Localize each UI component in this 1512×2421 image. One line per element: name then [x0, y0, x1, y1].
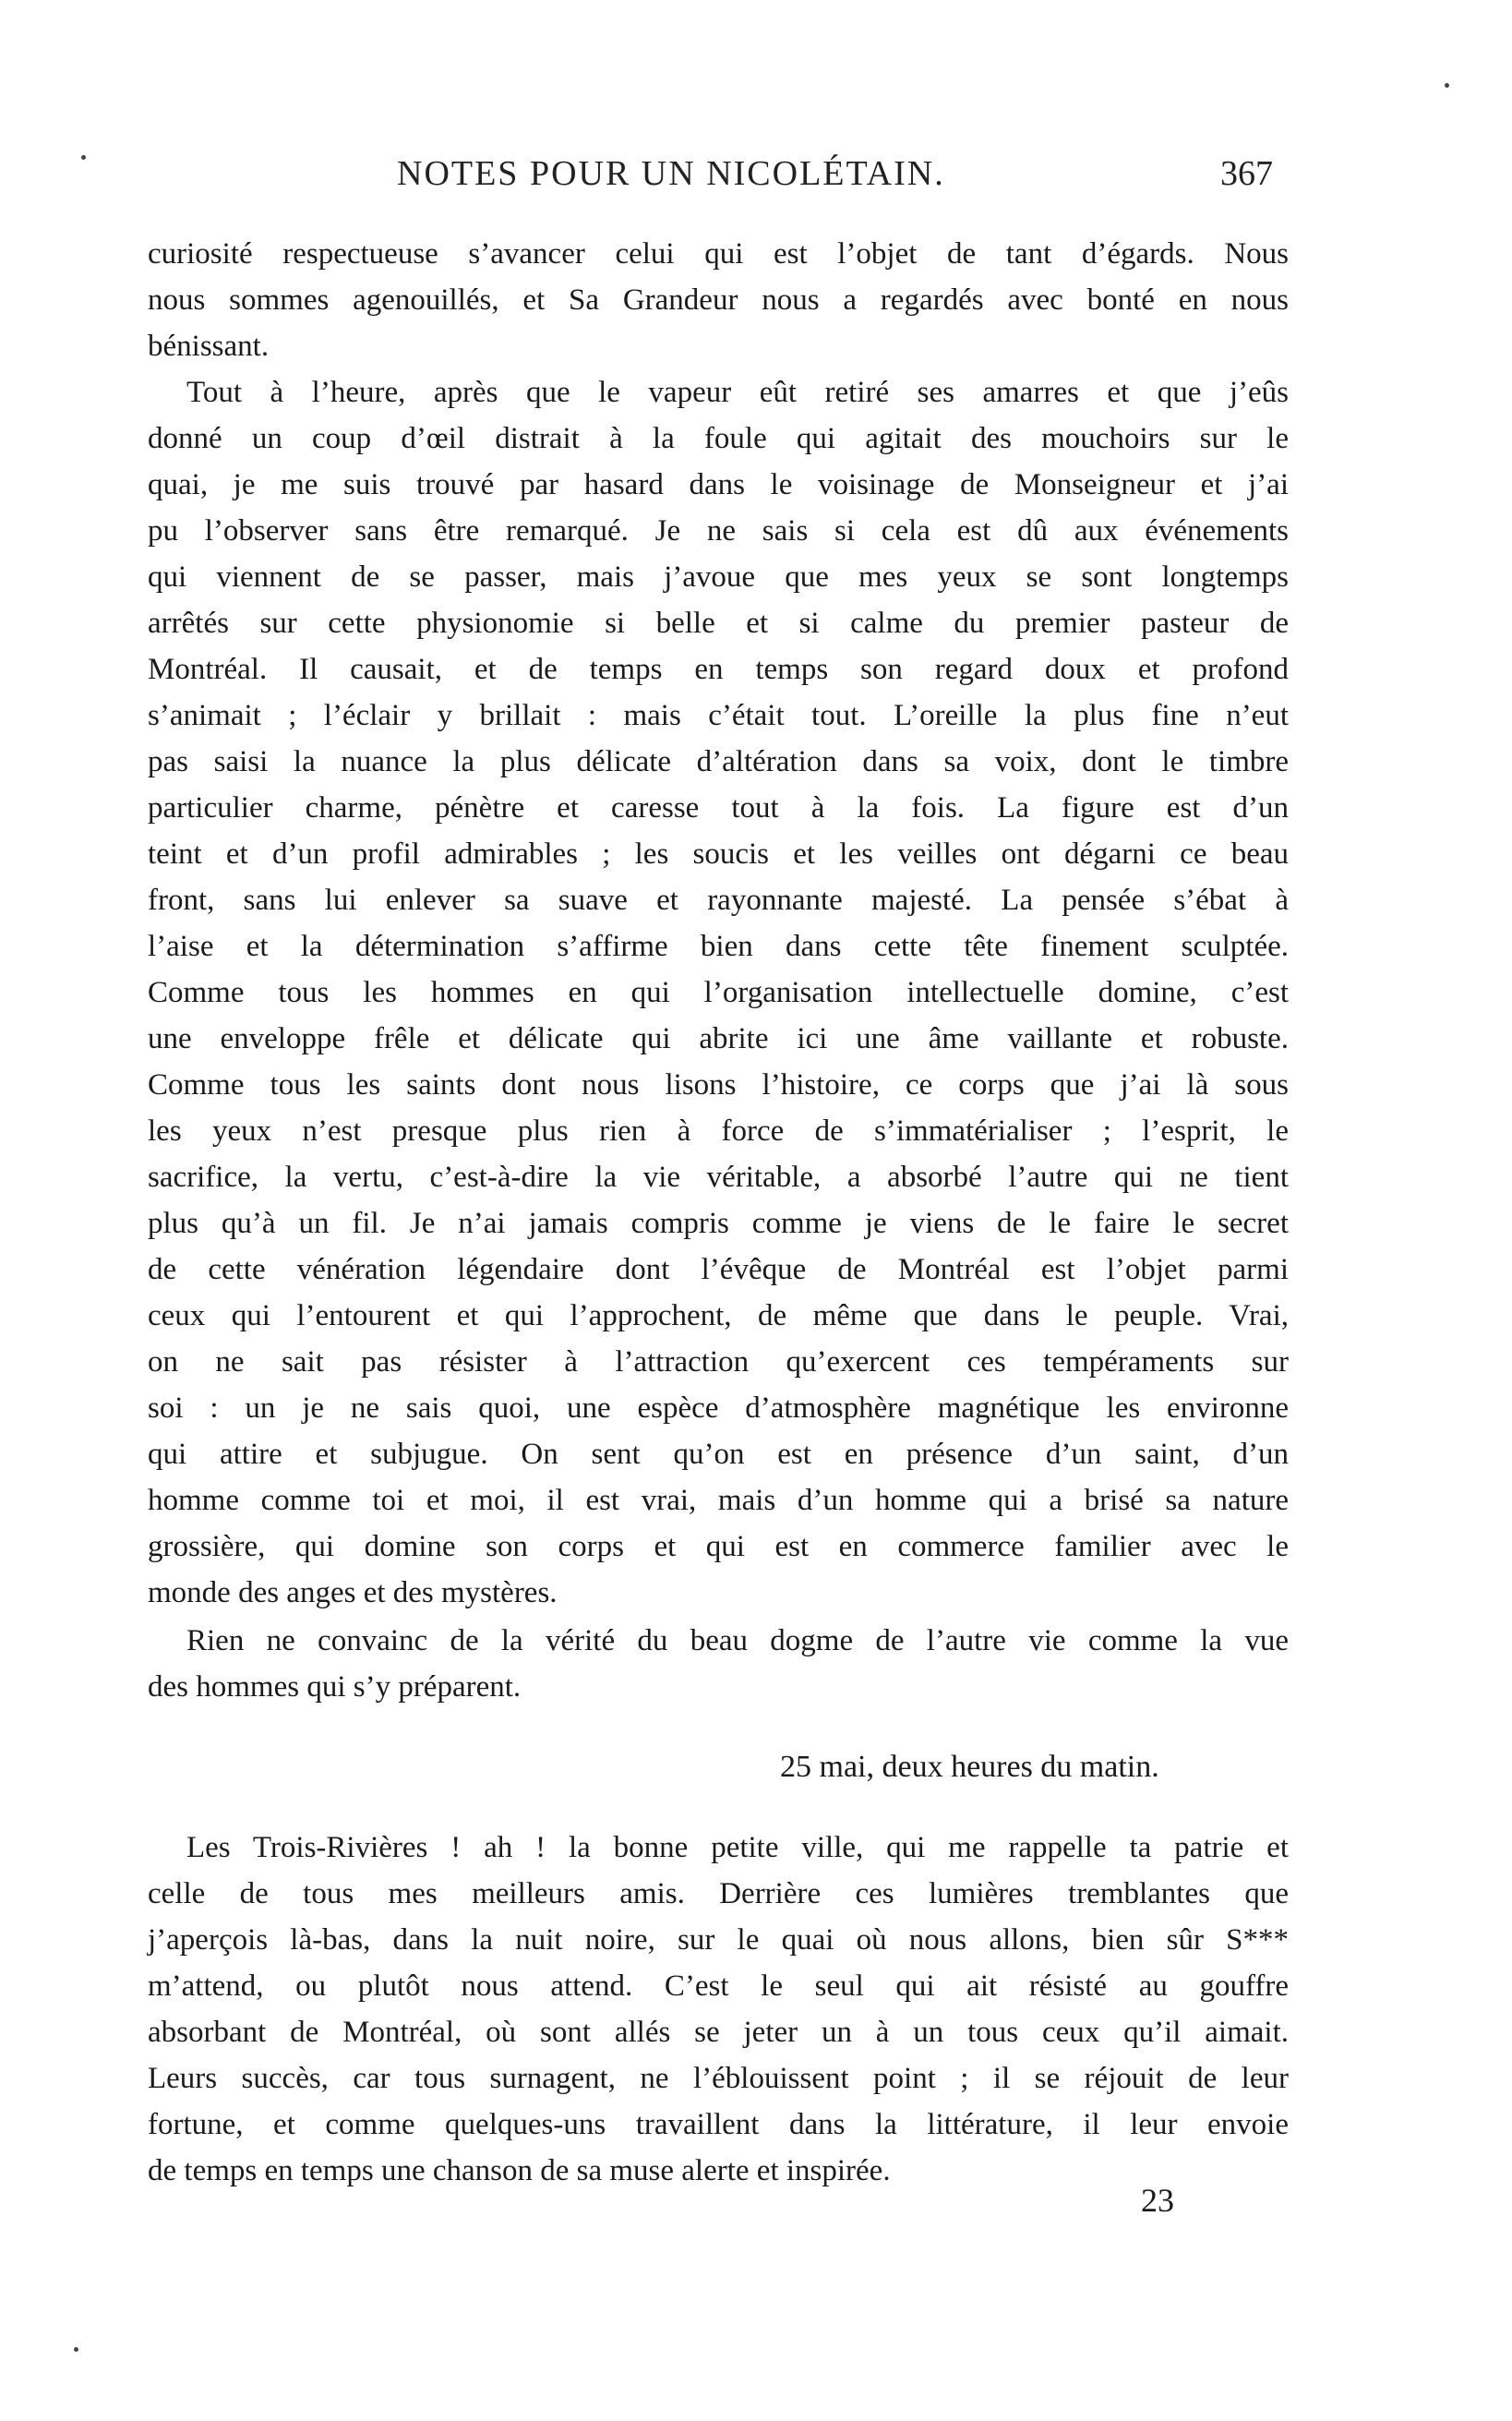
text-line: teint et d’un profil admirables ; les soucis et les veilles ont dégarni ce beau [148, 837, 1289, 871]
text-line: curiosité respectueuse s’avancer celui qui est l’objet de tant d’égards. Nous [148, 237, 1289, 271]
text-line: front, sans lui enlever sa suave et rayonnante majesté. La pensée s’ébat à [148, 884, 1289, 917]
text-line: Montréal. Il causait, et de temps en temps son regard doux et profond [148, 653, 1289, 686]
scan-speck [1445, 83, 1449, 88]
text-line: sacrifice, la vertu, c’est-à-dire la vie véritable, a absorbé l’autre qui ne tient [148, 1161, 1289, 1194]
scan-speck [74, 2347, 78, 2352]
text-line: plus qu’à un fil. Je n’ai jamais compris comme je viens de le faire le secret [148, 1207, 1289, 1240]
text-line: pas saisi la nuance la plus délicate d’altération dans sa voix, dont le timbre [148, 745, 1289, 778]
text-line: Leurs succès, car tous surnagent, ne l’éblouissent point ; il se réjouit de leur [148, 2062, 1289, 2095]
paragraph-continuation [148, 231, 1289, 369]
text-line: homme comme toi et moi, il est vrai, mais d’un homme qui a brisé sa nature [148, 1484, 1289, 1517]
text-line: arrêtés sur cette physionomie si belle et si calme du premier pasteur de [148, 607, 1289, 640]
text-line: Tout à l’heure, après que le vapeur eût retiré ses amarres et que j’eûs [186, 376, 1289, 409]
signature-mark: 23 [1141, 2182, 1174, 2219]
text-line: Comme tous les hommes en qui l’organisation intellectuelle domine, c’est [148, 976, 1289, 1009]
text-line: l’aise et la détermination s’affirme bien dans cette tête finement sculptée. [148, 930, 1289, 963]
paragraph-dogme [148, 1618, 1289, 1710]
dateline: 25 mai, deux heures du matin. [780, 1750, 1159, 1784]
text-line: s’animait ; l’éclair y brillait : mais c’était tout. L’oreille la plus fine n’eut [148, 699, 1289, 732]
scan-speck [81, 155, 86, 160]
text-line: qui viennent de se passer, mais j’avoue que mes yeux se sont longtemps [148, 560, 1289, 594]
paragraph-trois-rivieres [148, 1825, 1289, 2194]
text-line: celle de tous mes meilleurs amis. Derrière ces lumières tremblantes que [148, 1877, 1289, 1910]
text-line: pu l’observer sans être remarqué. Je ne sais si cela est dû aux événements [148, 514, 1289, 548]
text-line: de temps en temps une chanson de sa muse alerte et inspirée. [148, 2154, 891, 2187]
text-line: donné un coup d’œil distrait à la foule qui agitait des mouchoirs sur le [148, 422, 1289, 455]
text-line: j’aperçois là-bas, dans la nuit noire, sur le quai où nous allons, bien sûr S*** [148, 1923, 1289, 1957]
text-line: monde des anges et des mystères. [148, 1576, 558, 1609]
text-line: de cette vénération légendaire dont l’évêque de Montréal est l’objet parmi [148, 1253, 1289, 1286]
text-line: particulier charme, pénètre et caresse tout à la fois. La figure est d’un [148, 791, 1289, 825]
text-line: quai, je me suis trouvé par hasard dans le voisinage de Monseigneur et j’ai [148, 468, 1289, 501]
page-number: 367 [1220, 154, 1273, 193]
running-header-title: NOTES POUR UN NICOLÉTAIN. [397, 154, 945, 193]
text-line: Les Trois-Rivières ! ah ! la bonne petite ville, qui me rappelle ta patrie et [186, 1831, 1289, 1864]
text-line: fortune, et comme quelques-uns travaillent dans la littérature, il leur envoie [148, 2108, 1289, 2141]
text-line: absorbant de Montréal, où sont allés se jeter un à un tous ceux qu’il aimait. [148, 2016, 1289, 2049]
text-line: les yeux n’est presque plus rien à force de s’immatérialiser ; l’esprit, le [148, 1114, 1289, 1148]
text-line: bénissant. [148, 330, 270, 363]
text-line: nous sommes agenouillés, et Sa Grandeur nous a regardés avec bonté en nous [148, 283, 1289, 317]
text-line: m’attend, ou plutôt nous attend. C’est le seul qui ait résisté au gouffre [148, 1969, 1289, 2003]
text-line: soi : un je ne sais quoi, une espèce d’atmosphère magnétique les environne [148, 1391, 1289, 1425]
paragraph-monseigneur [148, 369, 1289, 1616]
text-line: grossière, qui domine son corps et qui est en commerce familier avec le [148, 1530, 1289, 1563]
text-line: qui attire et subjugue. On sent qu’on est en présence d’un saint, d’un [148, 1438, 1289, 1471]
text-line: on ne sait pas résister à l’attraction qu’exercent ces tempéraments sur [148, 1345, 1289, 1379]
text-line: Rien ne convainc de la vérité du beau dogme de l’autre vie comme la vue [186, 1624, 1289, 1657]
text-line: une enveloppe frêle et délicate qui abrite ici une âme vaillante et robuste. [148, 1022, 1289, 1055]
text-line: Comme tous les saints dont nous lisons l’histoire, ce corps que j’ai là sous [148, 1068, 1289, 1102]
text-line: des hommes qui s’y préparent. [148, 1670, 522, 1704]
text-line: ceux qui l’entourent et qui l’approchent, de même que dans le peuple. Vrai, [148, 1299, 1289, 1332]
